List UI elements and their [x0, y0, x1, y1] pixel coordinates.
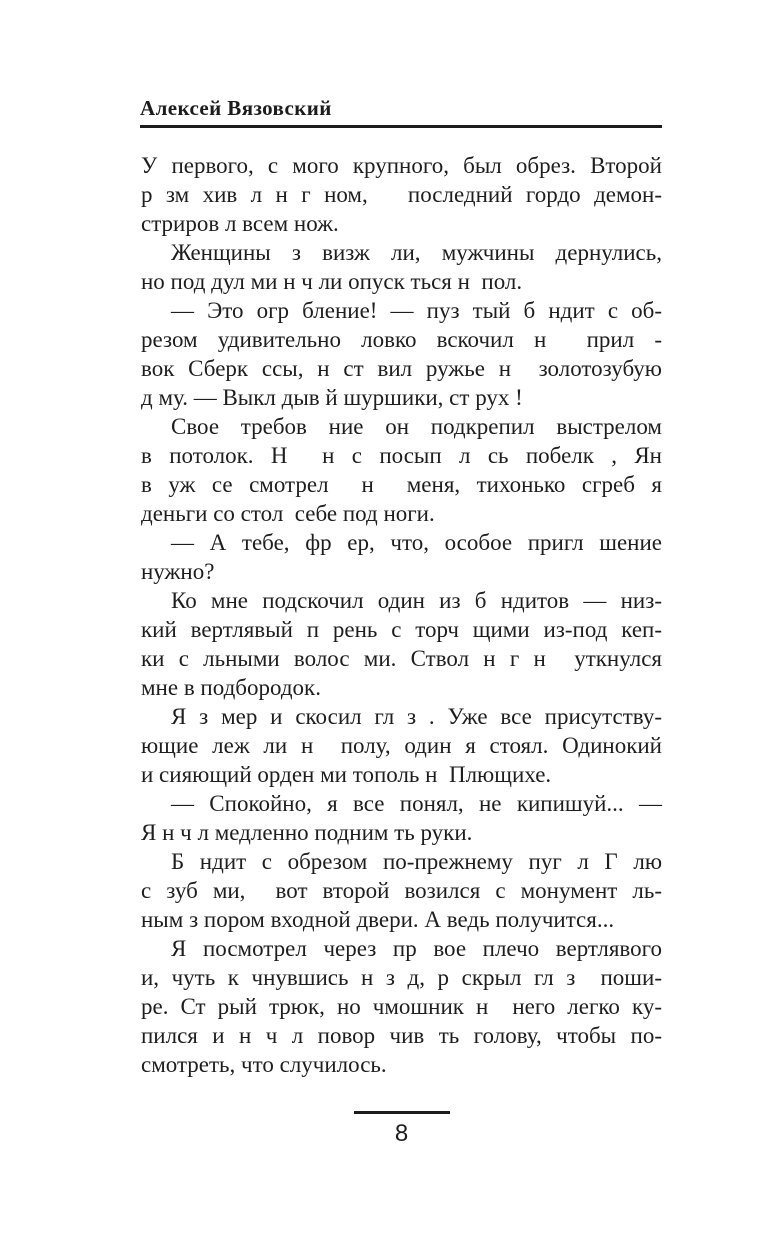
text-line: р зм хив л н г ном, последний гордо демон- [141, 182, 662, 207]
text-line: Женщины з визж ли, мужчины дернулись, [171, 240, 662, 265]
text-line: Свое требов ние он подкрепил выстрелом [171, 414, 662, 439]
page-footer [141, 1111, 662, 1147]
text-line: Я н ч л медленно подним ть руки. [141, 820, 473, 845]
running-header [140, 97, 662, 128]
text-line: д му. — Выкл дыв й шуршики, ст рух ! [141, 385, 523, 410]
text-line: — Спокойно, я все понял, не кипишуй... — [171, 791, 662, 816]
text-line: стриров л всем нож. [141, 211, 339, 236]
text-line: и, чуть к чнувшись н з д, р скрыл гл з поши- [141, 965, 662, 990]
text-line: Б ндит с обрезом по-прежнему пуг л Г лю [171, 849, 662, 874]
text-line: Я посмотрел через пр вое плечо вертлявого [171, 936, 662, 961]
text-line: Я з мер и скосил гл з . Уже все присутству- [171, 704, 662, 729]
text-line: и сияющий орден ми тополь н Плющихе. [141, 762, 552, 787]
header-rule [140, 125, 662, 128]
text-line: ре. Ст рый трюк, но чмошник н него легко ку- [141, 994, 662, 1019]
text-line: — А тебе, фр ер, что, особое пригл шение [171, 530, 662, 555]
text-line: в потолок. Н н с посып л сь побелк , Ян [141, 443, 662, 468]
running-header-author: Алексей Вязовский [140, 96, 332, 120]
body-text [141, 151, 662, 1079]
text-line: в уж се смотрел н меня, тихонько сгреб я [141, 472, 662, 497]
text-line: резом удивительно ловко вскочил н прил - [141, 327, 662, 352]
text-line: вок Сберк ссы, н ст вил ружье н золотозубую [141, 356, 662, 381]
text-line: с зуб ми, вот второй возился с монумент ль- [141, 878, 662, 903]
text-line: смотреть, что случилось. [141, 1052, 387, 1077]
text-line: кий вертлявый п рень с торч щими из-под кеп- [141, 617, 662, 642]
text-line: деньги со стол себе под ноги. [141, 501, 435, 526]
page-number: 8 [394, 1120, 409, 1147]
text-line: Ко мне подскочил один из б ндитов — низ- [171, 588, 662, 613]
text-line: ным з пором входной двери. А ведь получится... [141, 907, 615, 932]
text-line: ки с льными волос ми. Ствол н г н уткнулся [141, 646, 662, 671]
text-line: ющие леж ли н полу, один я стоял. Одинокий [141, 733, 662, 758]
text-line: мне в подбородок. [141, 675, 321, 700]
text-line: но под дул ми н ч ли опуск ться н пол. [141, 269, 523, 294]
footer-rule [354, 1111, 450, 1114]
text-line: — Это огр бление! — пуз тый б ндит с об- [171, 298, 662, 323]
text-line: нужно? [141, 559, 215, 584]
text-line: пился и н ч л повор чив ть голову, чтобы по- [141, 1023, 662, 1048]
text-line: У первого, с мого крупного, был обрез. Второй [141, 153, 662, 178]
